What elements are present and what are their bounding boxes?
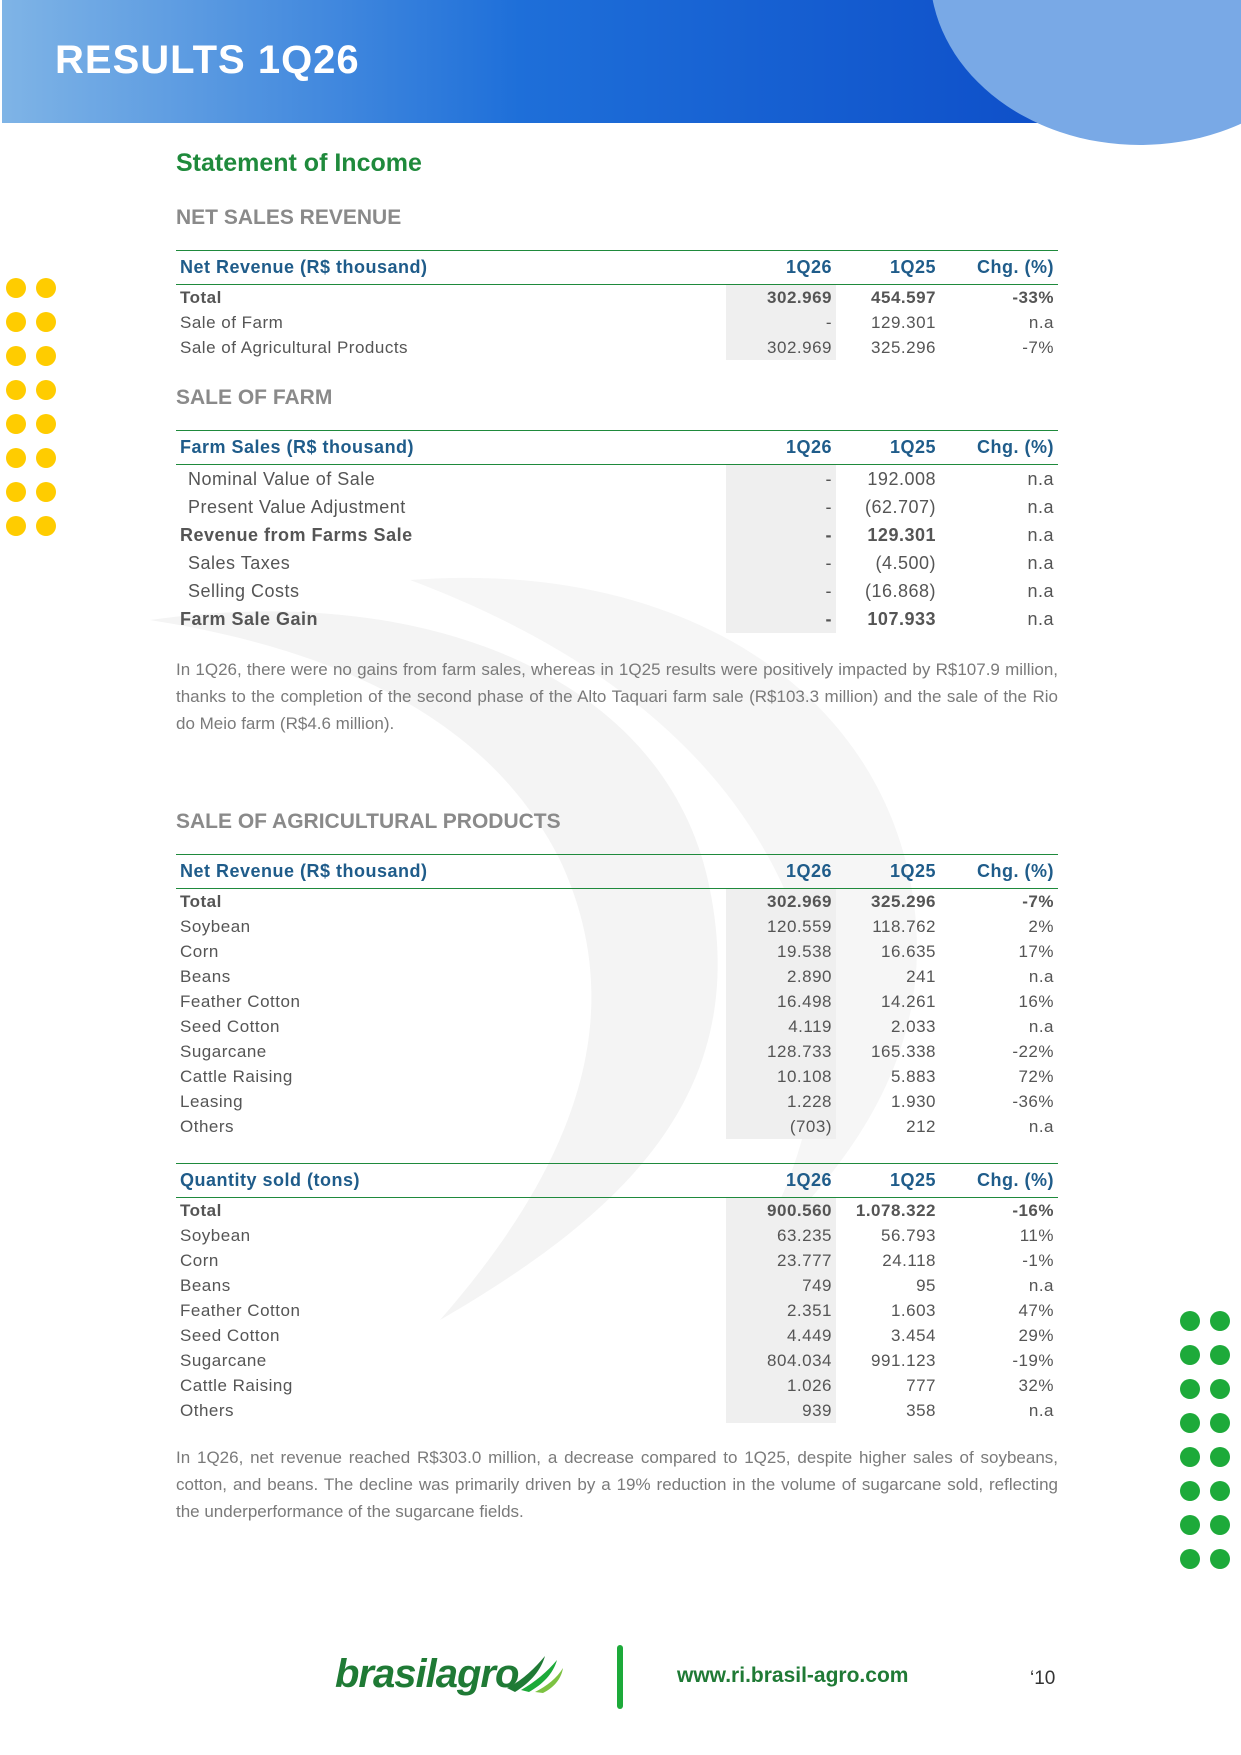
table-row [176,1348,1058,1373]
value-change: n.a [1028,1275,1054,1295]
value-1q25: 1.078.322 [855,1200,936,1220]
row-label: Revenue from Farms Sale [180,524,413,545]
value-change: n.a [1027,580,1054,601]
value-1q25: (16.868) [864,580,936,601]
value-1q25: 107.933 [867,608,936,629]
value-1q26: 939 [726,1398,836,1423]
row-label: Present Value Adjustment [188,496,406,517]
value-1q25: (62.707) [864,496,936,517]
value-1q26: 19.538 [726,939,836,964]
value-1q25: (4.500) [875,552,936,573]
value-1q25: 192.008 [867,468,936,489]
value-change: n.a [1028,966,1054,986]
agri-quantity-table [176,1163,1058,1423]
value-1q26: - [726,310,836,335]
farm-sale-table [176,430,1058,633]
value-change: n.a [1028,1016,1054,1036]
value-1q25: 1.930 [890,1091,936,1111]
row-label: Feather Cotton [180,991,301,1011]
value-1q25: 325.296 [871,337,936,357]
footer-divider [617,1645,623,1709]
value-1q26: 63.235 [726,1223,836,1248]
column-header: 1Q25 [836,855,940,889]
column-header: 1Q26 [726,431,836,465]
value-change: n.a [1028,312,1054,332]
value-1q26: 302.969 [726,889,836,915]
row-label: Others [180,1400,235,1420]
page-title: RESULTS 1Q26 [55,38,360,82]
column-header: 1Q25 [836,431,940,465]
farm-sale-heading: SALE OF FARM [176,386,333,409]
value-1q25: 95 [916,1275,936,1295]
row-label: Others [180,1116,235,1136]
value-change: 2% [1028,916,1054,936]
column-header: 1Q26 [726,855,836,889]
brasilagro-logo: brasilagro [335,1652,519,1696]
value-1q25: 129.301 [871,312,936,332]
value-1q25: 1.603 [890,1300,936,1320]
value-change: -22% [1012,1041,1054,1061]
column-header: Chg. (%) [940,431,1058,465]
row-label: Feather Cotton [180,1300,301,1320]
table-row [176,549,1058,577]
value-1q26: 1.228 [726,1089,836,1114]
section-title: Statement of Income [176,149,422,177]
row-label: Cattle Raising [180,1375,293,1395]
table-row [176,1039,1058,1064]
row-label: Total [180,1200,222,1220]
net-sales-table [176,250,1058,360]
row-label: Sale of Agricultural Products [180,337,409,357]
table-row [176,335,1058,360]
value-1q26: 23.777 [726,1248,836,1273]
value-change: -36% [1012,1091,1054,1111]
header-decoration [930,0,1241,145]
table-row [176,1273,1058,1298]
row-label: Nominal Value of Sale [188,468,376,489]
table-row [176,1014,1058,1039]
value-1q26: 120.559 [726,914,836,939]
value-1q26: 1.026 [726,1373,836,1398]
table-row [176,577,1058,605]
row-label: Corn [180,941,219,961]
row-label: Beans [180,966,231,986]
value-1q25: 129.301 [867,524,936,545]
table-row [176,1198,1058,1224]
agri-products-paragraph: In 1Q26, net revenue reached R$303.0 million, a decrease compared to 1Q25, despite higher sales of soybeans, cotton, and beans. The decline was primarily driven by a 19% reduction in the volume of sugarcane sold, reflecting the underperformance of the sugarcane fields. [176,1448,1058,1521]
value-change: -33% [1012,287,1054,307]
table-row [176,1114,1058,1139]
column-header: Farm Sales (R$ thousand) [176,431,726,465]
column-header: 1Q25 [836,251,940,285]
table-header-row [176,251,1058,285]
row-label: Beans [180,1275,231,1295]
value-1q25: 325.296 [871,891,936,911]
row-label: Farm Sale Gain [180,608,319,629]
value-1q25: 991.123 [871,1350,936,1370]
value-1q26: - [726,577,836,605]
value-change: -1% [1022,1250,1054,1270]
column-header: 1Q25 [836,1164,940,1198]
value-1q26: 10.108 [726,1064,836,1089]
row-label: Selling Costs [188,580,300,601]
value-1q25: 24.118 [882,1250,936,1270]
row-label: Corn [180,1250,219,1270]
value-1q25: 5.883 [890,1066,936,1086]
value-change: 47% [1018,1300,1054,1320]
value-change: n.a [1027,468,1054,489]
table-row [176,1398,1058,1423]
value-change: -19% [1012,1350,1054,1370]
column-header: Quantity sold (tons) [176,1164,726,1198]
table-row [176,1223,1058,1248]
farm-sale-paragraph: In 1Q26, there were no gains from farm sales, whereas in 1Q25 results were positively impacted by R$107.9 million, thanks to the completion of the second phase of the Alto Taquari farm sale (R$103.3 million) and the sale of the Rio do Meio farm (R$4.6 million). [176,660,1058,733]
row-label: Sugarcane [180,1041,267,1061]
row-label: Sale of Farm [180,312,284,332]
value-1q25: 16.635 [881,941,936,961]
value-1q26: - [726,549,836,577]
table-row [176,964,1058,989]
table-row [176,1373,1058,1398]
table-row [176,989,1058,1014]
row-label: Soybean [180,1225,251,1245]
decorative-dots-right [1180,1311,1230,1569]
value-change: 32% [1018,1375,1054,1395]
page-number: ‘10 [1030,1668,1056,1689]
value-1q26: 804.034 [726,1348,836,1373]
value-1q26: 128.733 [726,1039,836,1064]
value-change: 11% [1019,1225,1054,1245]
row-label: Cattle Raising [180,1066,293,1086]
row-label: Seed Cotton [180,1016,281,1036]
brasilagro-swoosh-icon [505,1654,565,1694]
value-1q26: 302.969 [726,285,836,311]
value-change: 29% [1018,1325,1054,1345]
value-change: n.a [1028,1116,1054,1136]
value-1q25: 777 [906,1375,936,1395]
value-change: n.a [1027,524,1054,545]
value-1q25: 2.033 [890,1016,936,1036]
value-1q26: - [726,605,836,633]
value-1q26: 2.351 [726,1298,836,1323]
table-row [176,1298,1058,1323]
value-1q25: 212 [906,1116,936,1136]
column-header: Chg. (%) [940,251,1058,285]
value-1q25: 241 [906,966,936,986]
column-header: Chg. (%) [940,855,1058,889]
row-label: Sales Taxes [188,552,291,573]
value-1q26: 900.560 [726,1198,836,1224]
value-1q26: - [726,521,836,549]
column-header: Chg. (%) [940,1164,1058,1198]
value-change: -7% [1022,337,1054,357]
value-1q25: 56.793 [881,1225,936,1245]
table-row [176,889,1058,915]
value-change: -7% [1022,891,1054,911]
value-1q25: 358 [906,1400,936,1420]
value-change: n.a [1027,496,1054,517]
value-1q26: - [726,465,836,494]
value-change: 17% [1018,941,1054,961]
value-1q26: 16.498 [726,989,836,1014]
table-row [176,605,1058,633]
net-sales-heading: NET SALES REVENUE [176,206,402,229]
value-1q25: 454.597 [871,287,936,307]
value-1q26: 4.449 [726,1323,836,1348]
row-label: Seed Cotton [180,1325,281,1345]
table-row [176,465,1058,494]
agri-products-heading: SALE OF AGRICULTURAL PRODUCTS [176,810,561,833]
value-change: -16% [1012,1200,1054,1220]
value-change: n.a [1028,1400,1054,1420]
value-change: n.a [1027,608,1054,629]
value-change: 72% [1018,1066,1054,1086]
table-row [176,493,1058,521]
value-change: n.a [1027,552,1054,573]
value-1q26: 749 [726,1273,836,1298]
value-1q26: (703) [726,1114,836,1139]
row-label: Total [180,891,222,911]
value-1q25: 118.762 [872,916,936,936]
row-label: Soybean [180,916,251,936]
agri-revenue-table [176,854,1058,1139]
value-1q25: 165.338 [871,1041,936,1061]
value-1q26: 302.969 [726,335,836,360]
column-header: Net Revenue (R$ thousand) [176,251,726,285]
table-header-row [176,431,1058,465]
value-1q25: 3.454 [890,1325,936,1345]
value-1q26: 4.119 [726,1014,836,1039]
table-row [176,1248,1058,1273]
row-label: Total [180,287,222,307]
footer-url[interactable]: www.ri.brasil-agro.com [677,1664,909,1687]
table-header-row [176,1164,1058,1198]
value-1q26: - [726,493,836,521]
table-row [176,1323,1058,1348]
table-row [176,1064,1058,1089]
value-1q26: 2.890 [726,964,836,989]
table-row [176,285,1058,311]
column-header: Net Revenue (R$ thousand) [176,855,726,889]
column-header: 1Q26 [726,1164,836,1198]
table-header-row [176,855,1058,889]
row-label: Sugarcane [180,1350,267,1370]
table-row [176,521,1058,549]
column-header: 1Q26 [726,251,836,285]
table-row [176,310,1058,335]
row-label: Leasing [180,1091,244,1111]
decorative-dots-left [6,278,56,536]
table-row [176,914,1058,939]
table-row [176,939,1058,964]
value-change: 16% [1018,991,1054,1011]
value-1q25: 14.261 [881,991,936,1011]
table-row [176,1089,1058,1114]
